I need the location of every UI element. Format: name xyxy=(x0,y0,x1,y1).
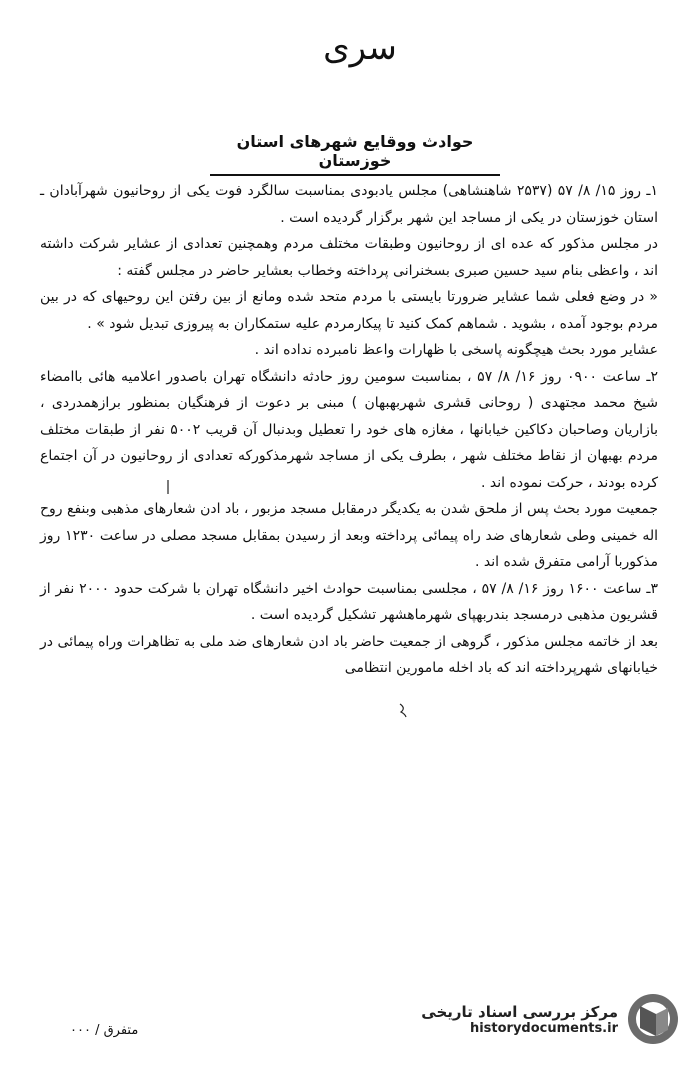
paragraph-quote: « در وضع فعلی شما عشایر ضرورتا بایستی با مردم متحد شده ومانع از بین رفتن این روحیهای که در بین مردم بوجود آمده ، بشوید . شماهم کمک کنید تا پیکارمردم علیه ستمکاران به پیروزی تبدیل شود » . xyxy=(40,289,658,332)
paragraph-7: بعد از خاتمه مجلس مذکور ، گروهی از جمعیت حاضر باد ادن شعارهای ضد ملی به تظاهرات وراه پیمائی در خیابانهای شهرپرداخته اند که باد اخله مامورین انتظامی xyxy=(40,633,658,676)
pen-mark-1 xyxy=(165,480,171,496)
watermark xyxy=(410,990,680,1048)
pen-mark-2 xyxy=(398,702,408,718)
paragraph-1: ۱ـ روز ۱۵/ ۸/ ۵۷ (۲۵۳۷ شاهنشاهی) مجلس یادبودی بمناسبت سالگرد فوت یکی از روحانیون شهرآبادان ـ استان خوزستان در یکی از مساجد این شهر برگزار گردیده است . xyxy=(40,183,658,226)
archive-logo-icon xyxy=(626,992,680,1046)
paragraph-3: عشایر مورد بحث هیچگونه پاسخی با ظهارات واعظ نامبرده نداده اند . xyxy=(254,342,658,358)
document-title: حوادث ووقایع شهرهای استان خوزستان xyxy=(210,132,500,176)
document-body xyxy=(40,178,658,682)
paragraph-6: ۳ـ ساعت ۱۶۰۰ روز ۱۶/ ۸/ ۵۷ ، مجلسی بمناسبت حوادث اخیر دانشگاه تهران با شرکت حدود ۲۰۰۰ نفر از قشریون مذهبی درمسجد بندربهپای شهرماهشهر تشکیل گردیده است . xyxy=(40,580,659,623)
paragraph-4: ۲ـ ساعت ۰۹۰۰ روز ۱۶/ ۸/ ۵۷ ، بمناسبت سومین روز حادثه دانشگاه تهران باصدور اعلامیه هائی باامضاء شیخ محمد مجتهدی ( روحانی قشری شهربهبهان ) مبنی بر دعوت از فرهنگیان بمنظور برازهمدردی ، بازاریان وصاحبان دکاکین خیابانها ، مغازه های خود را تعطیل وبدنبال آن قریب ۵۰۰۲ نفر از طبقات مختلف مردم بهبهان از نقاط مختلف شهر ، بطرف یکی از مساجد شهرمذکورکه تعدادی از روحانیون در آن اجتماع کرده بودند ، حرکت نموده اند . xyxy=(40,368,658,491)
classification-stamp: سری xyxy=(323,28,397,68)
continuation-note: متفرق / ۰۰۰ xyxy=(70,1023,139,1038)
watermark-org-name: مرکز بررسی اسناد تاریخی xyxy=(421,1002,618,1021)
watermark-url: historydocuments.ir xyxy=(469,1020,618,1036)
paragraph-5: جمعیت مورد بحث پس از ملحق شدن به یکدیگر درمقابل مسجد مزبور ، باد ادن شعارهای مذهبی وبنفع روح اله خمینی وطی شعارهای ضد راه پیمائی پرداخته وبعد از رسیدن بمقابل مسجد مصلی در ساعت ۱۲۳۰ روز مذکوربا آرامی متفرق شده اند . xyxy=(40,501,659,570)
paragraph-2: در مجلس مذکور که عده ای از روحانیون وطبقات مختلف مردم وهمچنین تعدادی از عشایر شرکت داشته اند ، واعظی بنام سید حسین صبری بسخنرانی پرداخته وخطاب بعشایر حاضر در مجلس گفته : xyxy=(40,236,658,279)
